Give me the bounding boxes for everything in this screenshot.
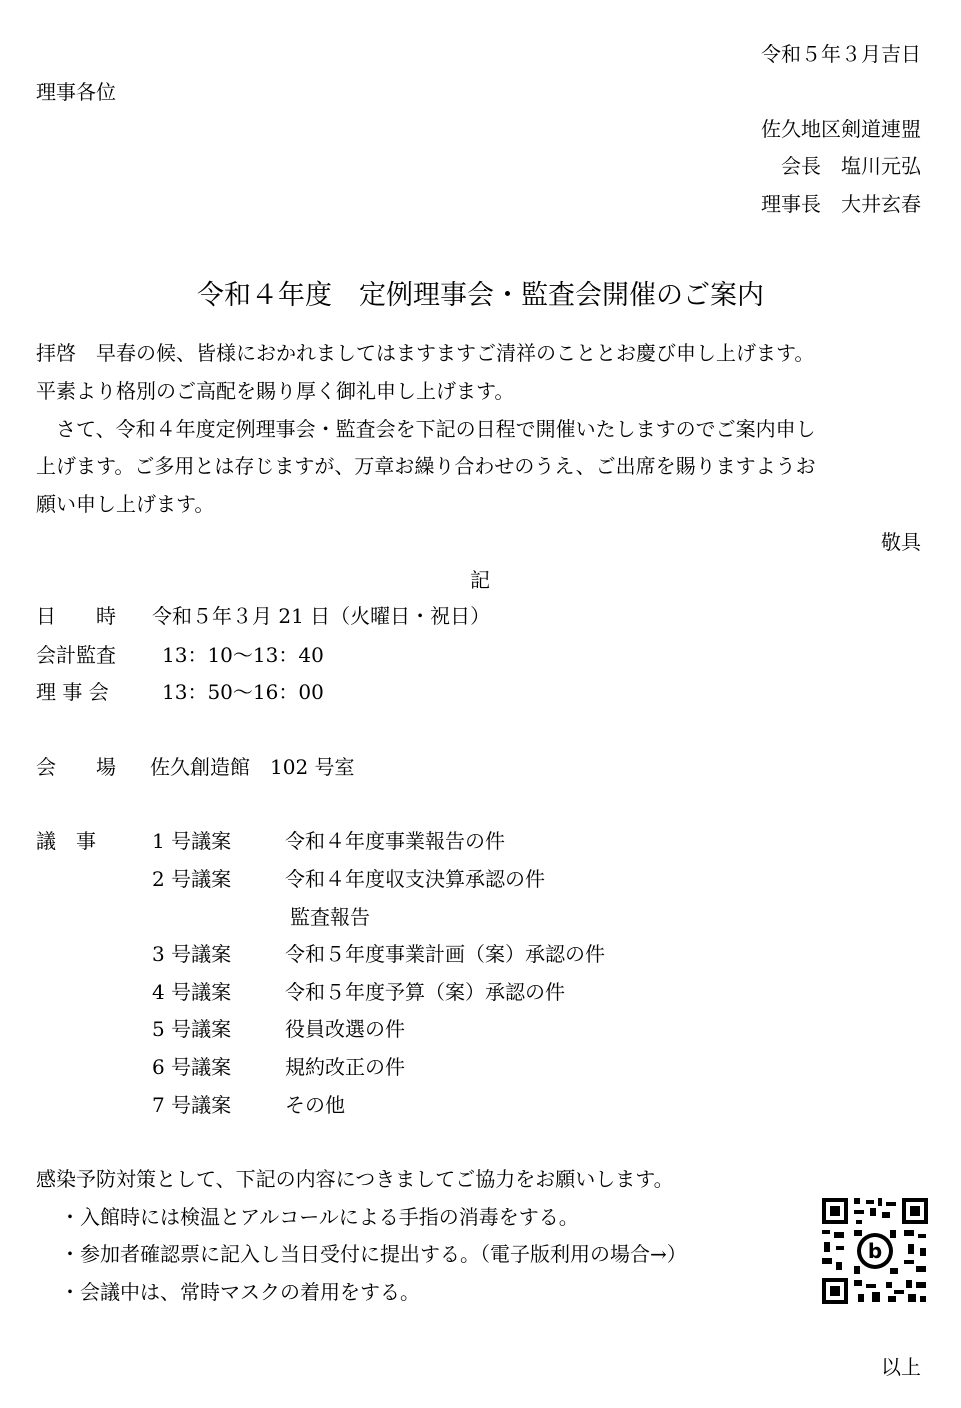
body-line-3: さて、令和４年度定例理事会・監査会を下記の日程で開催いたしますのでご案内申し [36, 417, 816, 441]
agenda-item-number: 7 号議案 [152, 1093, 232, 1117]
body-line-4: 上げます。ご多用とは存じますが、万章お繰り合わせのうえ、ご出席を賜りますようお [36, 454, 816, 478]
body-line-2: 平素より格別のご高配を賜り厚く御礼申し上げます。 [36, 379, 515, 403]
venue-value: 佐久創造館 102 号室 [150, 755, 355, 779]
body-line-1: 拝啓 早春の候、皆様におかれましてはますますご清祥のこととお慶び申し上げます。 [36, 341, 815, 365]
sender-chairman: 会長 塩川元弘 [781, 154, 921, 178]
agenda-item-number: 5 号議案 [152, 1017, 232, 1041]
document-date: 令和５年３月吉日 [761, 42, 921, 66]
board-label: 理 事 会 [36, 680, 109, 704]
document-title: 令和４年度 定例理事会・監査会開催のご案内 [197, 280, 764, 311]
datetime-label: 日 時 [36, 604, 116, 628]
agenda-item-text: 令和４年度収支決算承認の件 [285, 867, 545, 891]
agenda-item-text: 令和４年度事業報告の件 [285, 829, 505, 853]
agenda-item-number: 4 号議案 [152, 980, 232, 1004]
infection-bullet: ・参加者確認票に記入し当日受付に提出する。（電子版利用の場合→） [60, 1242, 687, 1266]
svg-text:b: b [867, 1239, 883, 1263]
infection-intro: 感染予防対策として、下記の内容につきましてご協力をお願いします。 [36, 1167, 674, 1191]
audit-label: 会計監査 [36, 643, 116, 667]
qr-code-icon[interactable] [820, 1196, 930, 1306]
agenda-item-number: 2 号議案 [152, 867, 232, 891]
sender-director: 理事長 大井玄春 [761, 192, 921, 216]
agenda-item-text: 令和５年度事業計画（案）承認の件 [285, 942, 605, 966]
agenda-item-number: 1 号議案 [152, 829, 232, 853]
agenda-item-number: 6 号議案 [152, 1055, 232, 1079]
datetime-value: 令和５年３月 21 日（火曜日・祝日） [152, 604, 491, 628]
infection-bullet: ・会議中は、常時マスクの着用をする。 [60, 1280, 420, 1304]
infection-bullet: ・入館時には検温とアルコールによる手指の消毒をする。 [60, 1205, 579, 1229]
closing-keigu: 敬具 [881, 530, 921, 554]
sender-organization: 佐久地区剣道連盟 [761, 117, 921, 141]
agenda-item-number: 3 号議案 [152, 942, 232, 966]
venue-label: 会 場 [36, 755, 116, 779]
agenda-item-text: 令和５年度予算（案）承認の件 [285, 980, 565, 1004]
ki-heading: 記 [470, 568, 490, 592]
addressee: 理事各位 [36, 80, 116, 104]
body-line-5: 願い申し上げます。 [36, 492, 215, 516]
agenda-item-text: 規約改正の件 [285, 1055, 405, 1079]
agenda-label: 議 事 [36, 829, 96, 853]
agenda-item-subtext: 監査報告 [290, 905, 370, 929]
agenda-item-text: その他 [285, 1093, 345, 1117]
board-time: 13：50〜16：00 [162, 680, 324, 704]
audit-time: 13：10〜13：40 [162, 643, 324, 667]
end-mark: 以上 [881, 1355, 921, 1379]
agenda-item-text: 役員改選の件 [285, 1017, 405, 1041]
